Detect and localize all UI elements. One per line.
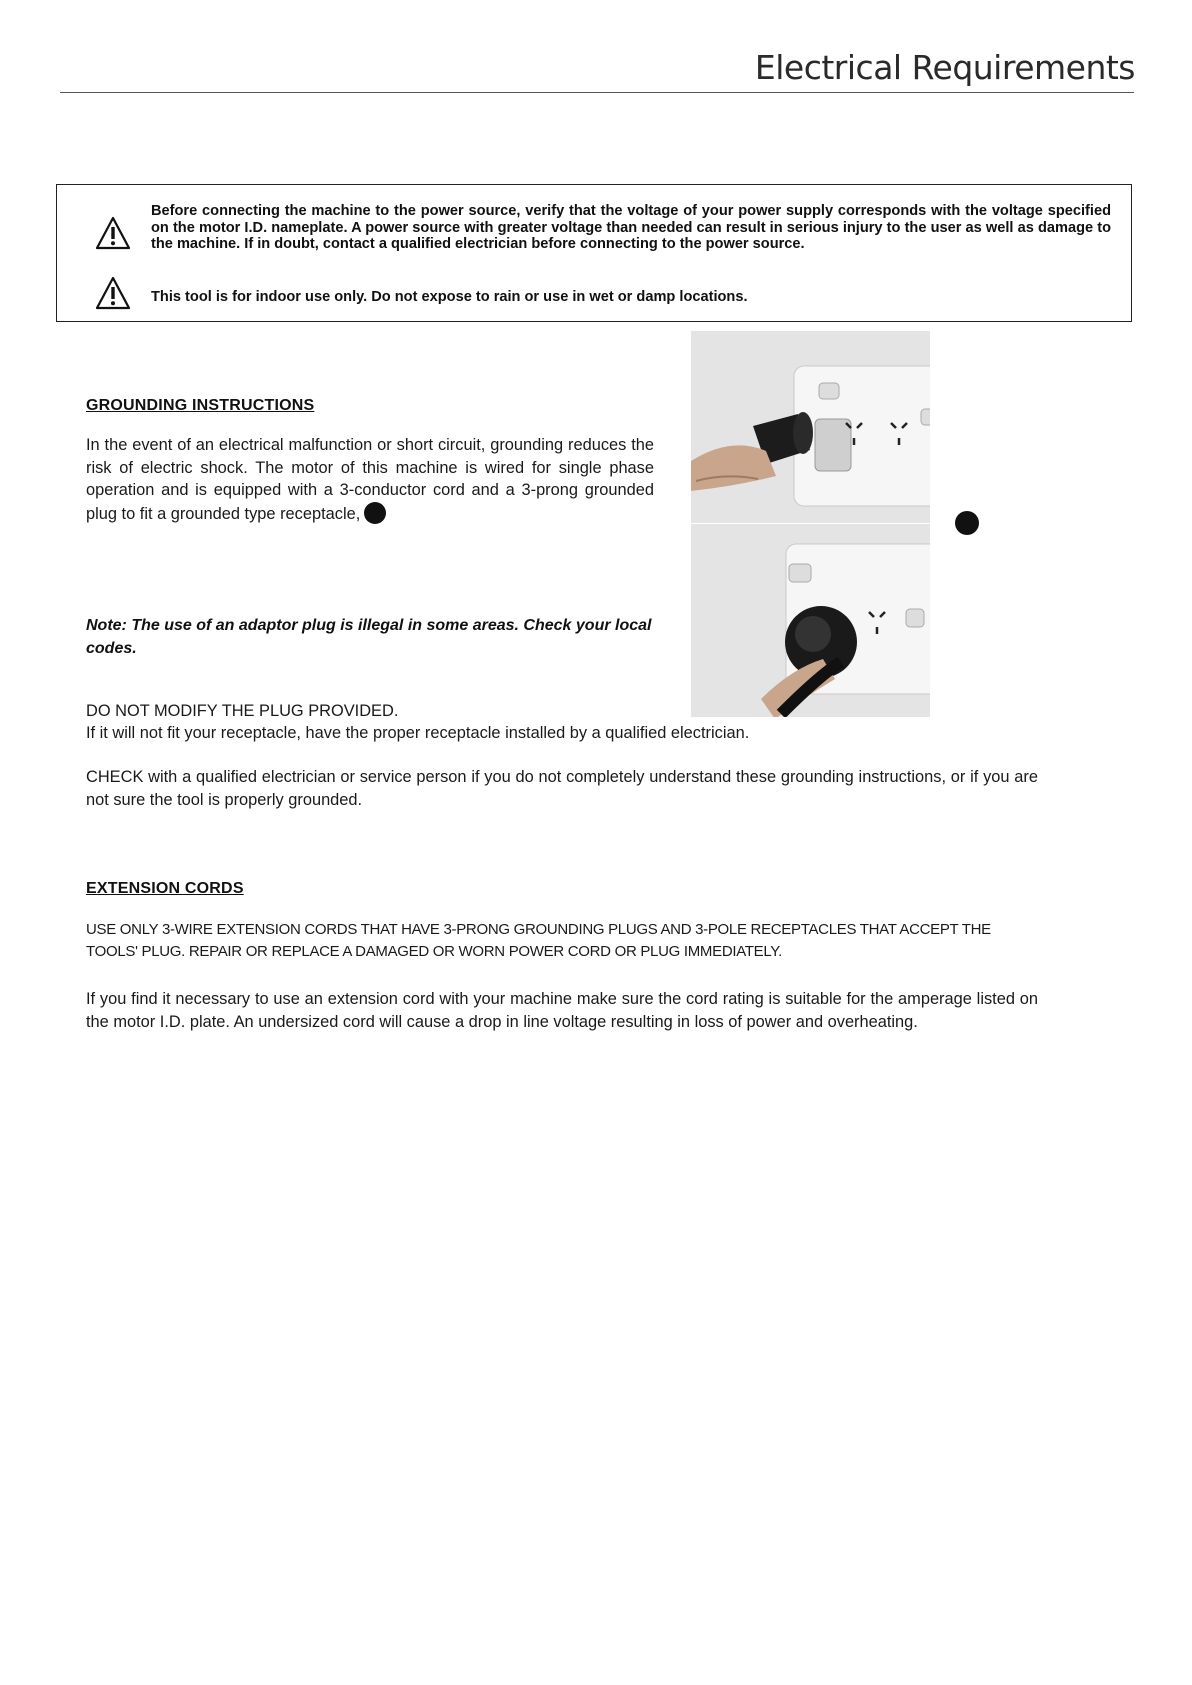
- page-title: Electrical Requirements: [754, 48, 1135, 87]
- adaptor-note: Note: The use of an adaptor plug is illegal in some areas. Check your local codes.: [86, 617, 652, 657]
- warning-text-indoor: This tool is for indoor use only. Do not expose to rain or use in wet or damp locations.: [151, 289, 748, 305]
- warning-triangle-icon: [95, 215, 131, 251]
- callout-marker: [364, 502, 386, 524]
- extension-heading: EXTENSION CORDS: [86, 880, 244, 897]
- warning-triangle-icon: [95, 275, 131, 311]
- warning-text-voltage: Before connecting the machine to the power source, verify that the voltage of your power supply corresponds with the voltage specified on the motor I.D. nameplate. A power source with greater voltage than needed can result in serious injury to the user as well as damage to the machine. If in doubt, contact a qualified electrician before connecting to the power source.: [151, 203, 1111, 253]
- do-not-modify-text: DO NOT MODIFY THE PLUG PROVIDED.: [86, 702, 399, 720]
- photo-plug-inserted: [691, 524, 930, 717]
- grounding-heading: GROUNDING INSTRUCTIONS: [86, 397, 315, 414]
- warning-box: [56, 184, 1132, 322]
- photo-plug-inserting: [691, 331, 930, 523]
- grounding-paragraph: [86, 434, 654, 525]
- receptacle-text: If it will not fit your receptacle, have the proper receptacle installed by a qualified electrician.: [86, 724, 750, 742]
- extension-caps-text: USE ONLY 3-WIRE EXTENSION CORDS THAT HAVE 3-PRONG GROUNDING PLUGS AND 3-POLE RECEPTACLES THAT ACCEPT THE TOOLS' PLUG. REPAIR OR REPLACE A DAMAGED OR WORN POWER CORD OR PLUG IMMEDIATELY.: [86, 921, 991, 960]
- extension-paragraph: If you find it necessary to use an extension cord with your machine make sure the cord rating is suitable for the amperage listed on the motor I.D. plate. An undersized cord will cause a drop in line voltage resulting in loss of power and overheating.: [86, 990, 1038, 1031]
- header-divider: [60, 92, 1134, 93]
- grounding-paragraph-text: In the event of an electrical malfunction or short circuit, grounding reduces the risk of electric shock. The motor of this machine is wired for single phase operation and is equipped with a 3-conductor cord and a 3-prong grounded plug to fit a grounded type receptacle,: [86, 436, 654, 523]
- callout-marker: [955, 511, 979, 535]
- check-paragraph: CHECK with a qualified electrician or service person if you do not completely understand these grounding instructions, or if you are not sure the tool is properly grounded.: [86, 768, 1038, 809]
